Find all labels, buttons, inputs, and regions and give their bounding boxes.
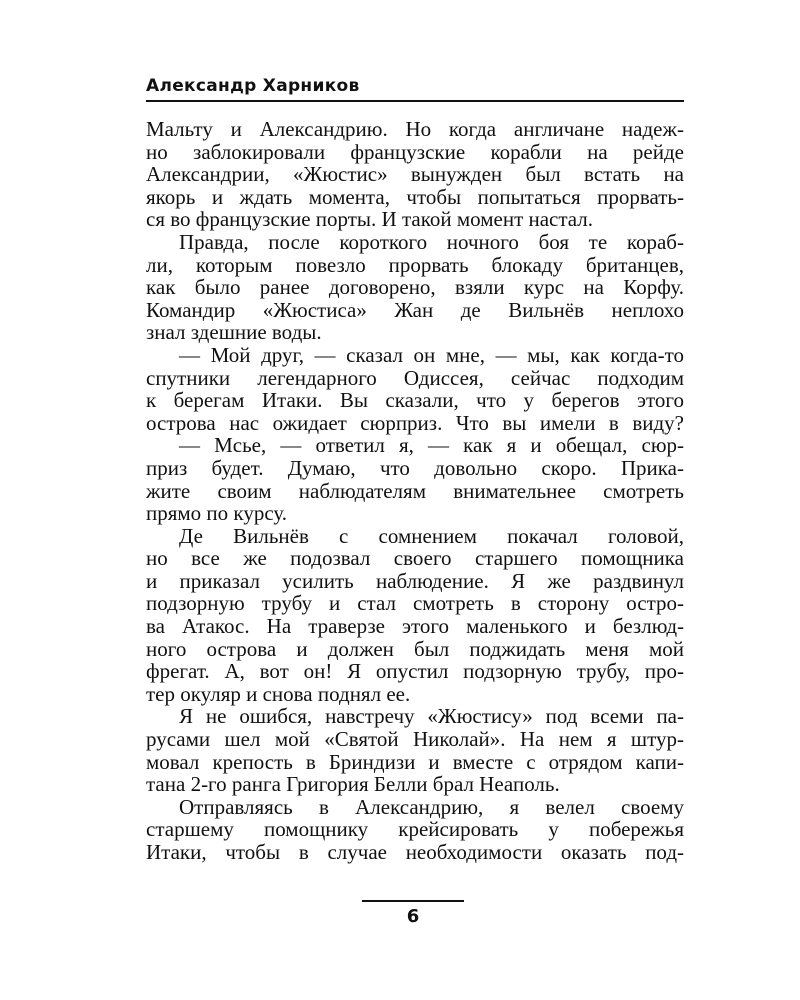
text-line: жите своим наблюдателям внимательнее смотреть — [146, 478, 684, 503]
text-line: Я не ошибся, навстречу «Жюстису» под всеми па- — [179, 704, 684, 729]
text-line: как было ранее договорено, взяли курс на Корфу. — [146, 275, 684, 300]
text-line: Де Вильнёв с сомнением покачал головой, — [179, 523, 684, 548]
paragraph-1 — [146, 118, 684, 231]
header-rule — [146, 100, 684, 102]
running-head-author: Александр Харников — [146, 76, 360, 96]
text-line: тер окуляр и снова поднял ее. — [146, 681, 411, 706]
text-line: русами шел мой «Святой Николай». На нем я штур- — [146, 727, 684, 752]
text-line: знал здешние воды. — [146, 320, 322, 345]
text-line: острова нас ожидает сюрприз. Что вы имели в виду? — [146, 410, 684, 435]
text-line: к берегам Итаки. Вы сказали, что у берегов этого — [146, 388, 684, 413]
text-line: — Мой друг, — сказал он мне, — мы, как когда-то — [179, 342, 684, 367]
paragraph-7 — [146, 796, 684, 864]
footer-rule — [362, 900, 464, 902]
text-line: тана 2-го ранга Григория Белли брал Неаполь. — [146, 772, 560, 797]
text-line: ся во французские порты. И такой момент настал. — [146, 207, 594, 232]
text-line: Мальту и Александрию. Но когда англичане надеж- — [146, 117, 684, 141]
paragraph-4 — [146, 434, 684, 524]
page-number: 6 — [406, 906, 420, 927]
text-line: — Мсье, — ответил я, — как я и обещал, сюр- — [179, 433, 684, 458]
text-line: якорь и ждать момента, чтобы попытаться прорвать- — [146, 184, 684, 209]
text-line: Александрии, «Жюстис» вынужден был встать на — [146, 162, 684, 187]
text-line: приз будет. Думаю, что довольно скоро. Прика- — [146, 455, 684, 480]
text-line: Итаки, чтобы в случае необходимости оказать под- — [146, 840, 684, 864]
text-line: ли, которым повезло прорвать блокаду британцев, — [146, 252, 684, 277]
paragraph-3 — [146, 344, 684, 434]
text-line: но все же подозвал своего старшего помощника — [146, 546, 684, 571]
text-body — [146, 118, 684, 864]
text-line: и приказал усилить наблюдение. Я же раздвинул — [146, 568, 684, 593]
text-line: фрегат. А, вот он! Я опустил подзорную трубу, про- — [146, 659, 684, 684]
text-line: Отправляясь в Александрию, я велел своему — [179, 794, 684, 819]
text-line: ного острова и должен был поджидать меня мой — [146, 636, 684, 661]
text-line: ва Атакос. На траверзе этого маленького и безлюд- — [146, 614, 684, 639]
paragraph-2 — [146, 231, 684, 344]
text-line: спутники легендарного Одиссея, сейчас подходим — [146, 365, 684, 390]
text-line: старшему помощнику крейсировать у побережья — [146, 817, 684, 842]
text-line: Командир «Жюстиса» Жан де Вильнёв неплохо — [146, 297, 684, 322]
text-line: прямо по курсу. — [146, 501, 288, 526]
paragraph-5 — [146, 525, 684, 706]
text-line: но заблокировали французские корабли на рейде — [146, 139, 684, 164]
text-line: Правда, после короткого ночного боя те кораб- — [179, 229, 684, 254]
paragraph-6 — [146, 705, 684, 795]
text-line: подзорную трубу и стал смотреть в сторону остро- — [146, 591, 684, 616]
text-line: мовал крепость в Бриндизи и вместе с отрядом капи- — [146, 749, 684, 774]
